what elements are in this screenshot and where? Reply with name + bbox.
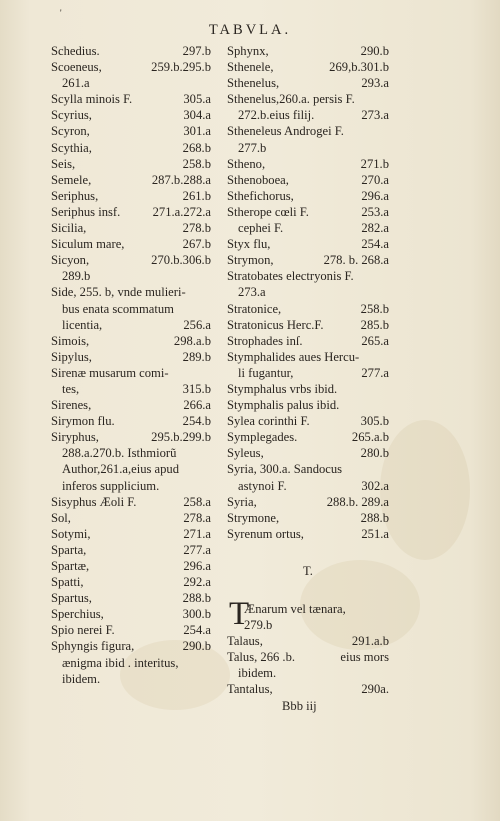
index-entry [51, 542, 211, 558]
entry-page-ref: 296.a [361, 188, 389, 203]
index-entry [227, 236, 389, 252]
drop-initial-t: T [229, 596, 250, 632]
entry-page-ref: 270.b.306.b [151, 253, 211, 268]
entry-page-ref: 315.b [182, 381, 211, 396]
entry-term: Sisyphus Æoli F. [51, 494, 137, 509]
entry-page-ref: 296.a [183, 559, 211, 573]
index-entry [227, 172, 389, 188]
entry-term: Spio nerei F. [51, 623, 115, 638]
entry-term: Strymone, [227, 510, 280, 525]
index-entry [227, 268, 389, 284]
entry-term: Sicilia, [51, 221, 87, 236]
entry-term: Strophades inſ. [227, 333, 303, 348]
entry-term: Scylla minois F. [51, 92, 133, 107]
entry-term: Stratonicus Herc.F. [227, 317, 324, 332]
index-entry [51, 510, 211, 526]
entry-term: Stratobates electryonis F. [227, 269, 354, 284]
index-entry [227, 478, 389, 494]
index-entry [51, 461, 211, 477]
entry-term: Syria, 300.a. Sandocus [227, 462, 343, 477]
index-entry [227, 220, 389, 236]
entry-term: cephei F. [238, 221, 284, 236]
index-entry [51, 140, 211, 156]
entry-term: Sthenoboea, [227, 172, 289, 187]
t-section-entries [227, 596, 389, 698]
index-entry [227, 333, 389, 349]
entry-term: Symplegades. [227, 430, 298, 445]
index-entry [227, 397, 389, 413]
entry-page-ref: 278. b. 268.a [323, 253, 389, 268]
entry-page-ref: 265.a.b [351, 430, 389, 445]
entry-term: Spatti, [51, 575, 84, 590]
entry-page-ref: 302.a [361, 478, 389, 493]
entry-page-ref: 289.b [182, 349, 211, 364]
entry-page-ref: 280.b [360, 446, 389, 461]
index-entry [51, 204, 211, 220]
index-entry [51, 317, 211, 333]
entry-page-ref: 268.b [182, 140, 211, 155]
index-entry [227, 284, 389, 300]
entry-term: Spartus, [51, 591, 92, 606]
index-entry [227, 429, 389, 445]
index-entry [51, 333, 211, 349]
index-entry [227, 317, 389, 333]
index-entry [227, 349, 389, 365]
entry-term: Syleus, [227, 446, 264, 461]
index-entry [227, 156, 389, 172]
entry-page-ref: 285.b [360, 317, 389, 332]
index-entry [51, 284, 211, 300]
entry-term: ibidem. [238, 666, 277, 681]
index-entry [51, 365, 211, 381]
entry-term: Sol, [51, 510, 71, 525]
entry-term: Sirenes, [51, 398, 92, 413]
entry-page-ref: 290.b [182, 639, 211, 654]
entry-term: Sipylus, [51, 349, 92, 364]
entry-page-ref: 273.a [361, 108, 389, 123]
entry-page-ref: 253.a [361, 204, 389, 219]
entry-page-ref: eius mors [340, 650, 389, 665]
entry-page-ref: 282.a [361, 221, 389, 236]
entry-page-ref: 271.a.272.a [152, 204, 211, 219]
entry-term: Sirenæ musarum comi- [51, 365, 169, 380]
index-entry [227, 601, 389, 617]
index-entry [227, 649, 389, 665]
entry-term: Sphyngis figura, [51, 639, 135, 654]
entry-term: Tantalus, [227, 682, 273, 697]
entry-term: 272.b.eius filij. [238, 108, 315, 123]
entry-term: Scythia, [51, 140, 92, 155]
entry-term: Semele, [51, 172, 92, 187]
paper-stain [380, 420, 470, 560]
entry-term: Sparta, [51, 542, 87, 557]
index-entry [51, 91, 211, 107]
index-entry [51, 655, 211, 671]
entry-term: 289.b [62, 269, 91, 284]
index-entry [51, 671, 211, 687]
index-entry [51, 107, 211, 123]
entry-page-ref: 288.b. 289.a [326, 494, 389, 509]
entry-page-ref: 267.b [182, 237, 211, 252]
entry-term: Schedius. [51, 44, 100, 58]
entry-term: ænigma ibid . interitus, [62, 655, 179, 670]
entry-page-ref: 290.b [360, 44, 389, 58]
entry-page-ref: 271.b [360, 156, 389, 171]
entry-term: Styx flu, [227, 237, 271, 252]
entry-page-ref: 271.a [183, 526, 211, 541]
entry-term: li fugantur, [238, 365, 294, 380]
index-entry [227, 43, 389, 59]
entry-term: bus enata scommatum [62, 301, 174, 316]
index-entry [51, 220, 211, 236]
index-entry [51, 494, 211, 510]
entry-term: Stherope cœli F. [227, 204, 309, 219]
entry-page-ref: 254.a [361, 237, 389, 252]
index-entry [51, 349, 211, 365]
index-entry [51, 478, 211, 494]
entry-term: Ænarum vel tænara, [244, 602, 346, 616]
index-entry [227, 365, 389, 381]
entry-page-ref: 297.b [182, 44, 211, 58]
entry-page-ref: 261.b [182, 188, 211, 203]
index-entry [227, 494, 389, 510]
index-entry [51, 606, 211, 622]
index-entry [227, 123, 389, 139]
entry-term: Sotymi, [51, 526, 91, 541]
entry-term: Author,261.a,eius apud [62, 462, 180, 477]
index-entry [227, 301, 389, 317]
entry-term: Seriphus insf. [51, 204, 121, 219]
entry-page-ref: 295.b.299.b [151, 430, 211, 445]
index-entry [51, 43, 211, 59]
entry-page-ref: 278.b [182, 221, 211, 236]
entry-page-ref: 305.a [183, 92, 211, 107]
entry-term: Stymphalus vrbs ibid. [227, 381, 338, 396]
index-entry [227, 633, 389, 649]
entry-term: 277.b [238, 140, 267, 155]
index-entry [227, 526, 389, 542]
index-entry [51, 268, 211, 284]
index-entry [51, 574, 211, 590]
entry-page-ref: 266.a [183, 398, 211, 413]
entry-term: Strymon, [227, 253, 274, 268]
index-entry [227, 681, 389, 697]
index-entry [227, 140, 389, 156]
left-index-column [51, 43, 211, 687]
entry-term: Sthenelus,260.a. persis F. [227, 92, 355, 107]
section-heading-t: T. [303, 564, 313, 578]
index-entry [51, 638, 211, 654]
entry-page-ref: 277.a [361, 365, 389, 380]
entry-page-ref: 277.a [183, 542, 211, 557]
index-entry [51, 445, 211, 461]
entry-page-ref: 258.a [183, 494, 211, 509]
index-entry [51, 381, 211, 397]
entry-term: 288.a.270.b. Isthmiorũ [62, 446, 177, 461]
entry-page-ref: 298.a.b [173, 333, 211, 348]
index-entry [51, 252, 211, 268]
index-entry [51, 236, 211, 252]
index-entry [51, 397, 211, 413]
entry-term: Stheno, [227, 156, 266, 171]
index-entry [227, 107, 389, 123]
entry-term: Sirymon flu. [51, 414, 115, 429]
index-entry [227, 252, 389, 268]
index-entry [227, 188, 389, 204]
index-entry [227, 445, 389, 461]
index-entry [51, 590, 211, 606]
index-entry [51, 123, 211, 139]
entry-term: Sthenele, [227, 60, 274, 75]
entry-page-ref: 254.b [182, 414, 211, 429]
index-entry [227, 413, 389, 429]
entry-term: 261.a [62, 76, 90, 91]
entry-page-ref: 301.a [183, 124, 211, 139]
index-entry [51, 59, 211, 75]
entry-term: Scyron, [51, 124, 90, 139]
entry-page-ref: 290a. [361, 682, 389, 697]
entry-term: Stheneleus Androgei F. [227, 124, 344, 139]
entry-term: Scyrius, [51, 108, 92, 123]
entry-page-ref: 259.b.295.b [151, 60, 211, 75]
entry-page-ref: 293.a [361, 76, 389, 91]
entry-page-ref: 288.b [182, 591, 211, 606]
signature-mark: Bbb iij [282, 699, 317, 713]
index-entry [227, 204, 389, 220]
index-entry [51, 526, 211, 542]
entry-term: Sperchius, [51, 607, 104, 622]
entry-term: Sthenelus, [227, 76, 280, 91]
entry-page-ref: 258.b [360, 301, 389, 316]
index-entry [51, 188, 211, 204]
entry-page-ref: 292.a [183, 575, 211, 590]
entry-term: Sicyon, [51, 253, 90, 268]
entry-page-ref: 270.a [361, 172, 389, 187]
entry-term: Scoeneus, [51, 60, 102, 75]
entry-page-ref: 265.a [361, 333, 389, 348]
entry-term: Spartæ, [51, 559, 90, 573]
entry-term: 279.b [244, 618, 273, 633]
entry-term: Stymphalides aues Hercu- [227, 349, 360, 364]
index-entry [227, 510, 389, 526]
entry-page-ref: 254.a [183, 623, 211, 638]
entry-term: Stratonice, [227, 301, 282, 316]
index-entry [51, 413, 211, 429]
entry-page-ref: 291.a.b [351, 634, 389, 649]
entry-term: Sylea corinthi F. [227, 414, 310, 429]
index-entry [51, 558, 211, 574]
index-entry [227, 59, 389, 75]
index-entry [227, 381, 389, 397]
entry-term: Seriphus, [51, 188, 99, 203]
entry-page-ref: 251.a [361, 526, 389, 541]
index-entry [51, 622, 211, 638]
entry-page-ref: 278.a [183, 510, 211, 525]
index-entry [227, 665, 389, 681]
page-header: TABVLA. [208, 22, 292, 38]
entry-term: tes, [62, 381, 80, 396]
entry-page-ref: 269,b.301.b [329, 60, 389, 75]
index-entry [51, 172, 211, 188]
entry-term: Siryphus, [51, 430, 99, 445]
entry-page-ref: 258.b [182, 156, 211, 171]
column-mark: ' [60, 8, 62, 18]
entry-term: 273.a [238, 285, 266, 300]
index-entry [51, 301, 211, 317]
entry-term: Side, 255. b, vnde mulieri- [51, 285, 186, 300]
index-entry [227, 617, 389, 633]
entry-term: Seis, [51, 156, 76, 171]
entry-term: licentia, [62, 317, 103, 332]
entry-term: Syria, [227, 494, 257, 509]
entry-term: Stymphalis palus ibid. [227, 398, 340, 413]
index-entry [227, 75, 389, 91]
entry-page-ref: 304.a [183, 108, 211, 123]
entry-page-ref: 256.a [183, 317, 211, 332]
entry-term: Syrenum ortus, [227, 526, 304, 541]
entry-page-ref: 288.b [360, 510, 389, 525]
entry-term: Talaus, [227, 634, 263, 649]
entry-term: Talus, 266 .b. [227, 650, 296, 665]
entry-term: Siculum mare, [51, 237, 125, 252]
entry-term: Sthefichorus, [227, 188, 294, 203]
entry-page-ref: 305.b [360, 414, 389, 429]
entry-term: inferos supplicium. [62, 478, 160, 493]
index-entry [51, 156, 211, 172]
entry-term: Simois, [51, 333, 90, 348]
index-entry [227, 461, 389, 477]
index-entry [51, 75, 211, 91]
entry-term: Sphynx, [227, 44, 269, 58]
entry-term: ibidem. [62, 671, 101, 686]
entry-term: astynoi F. [238, 478, 287, 493]
right-index-column [227, 43, 389, 542]
entry-page-ref: 300.b [182, 607, 211, 622]
entry-page-ref: 287.b.288.a [151, 172, 211, 187]
index-entry [227, 91, 389, 107]
index-entry [51, 429, 211, 445]
